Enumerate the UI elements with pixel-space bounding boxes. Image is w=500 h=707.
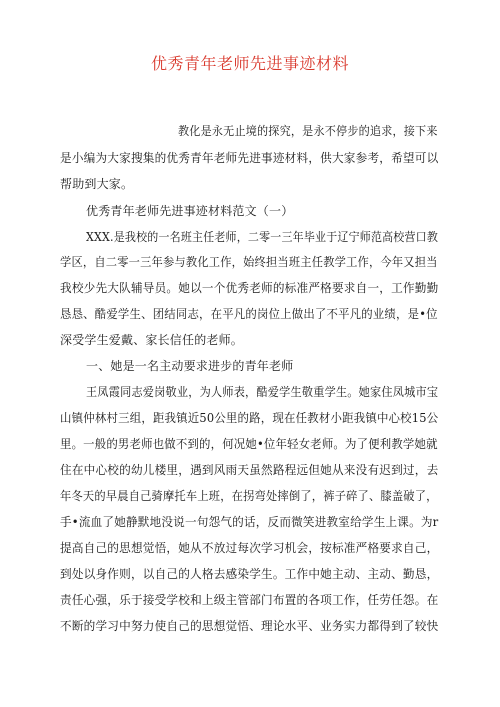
paragraph-line: 里。一般的男老师也做不到的，何况她•位年轻女老师。为了便利教学她就 [60, 437, 438, 451]
paragraph-line: 王凤霞同志爱岗敬业，为人师表，酷爱学生敬重学生。她家住凤城市宝 [86, 385, 439, 399]
paragraph-line: 手•流血了她静默地没说一句怨气的话，反而微笑进教室给学生上课。为r [60, 515, 439, 529]
intro-line: 教化是永无止境的探究，是永不停步的追求，接下来 [178, 124, 438, 138]
sub-heading: 一、她是一名主动要求进步的青年老师 [86, 359, 294, 373]
paragraph-line: 山镇仲林村三组，距我镇近50公里的路，现在任教材小距我镇中心校15公 [60, 411, 439, 425]
paragraph-line: 提高自己的思想觉悟，她从不放过每次学习机会，按标准严格要求自己， [60, 541, 439, 555]
paragraph-line: 恳恳、酷爱学生、团结同志，在平凡的岗位上做出了不平凡的业绩，是•位 [60, 307, 438, 321]
paragraph-line: 住在中心校的幼儿楼里，遇到风雨天虽然路程远但她从来没有迟到过，去 [60, 463, 439, 477]
paragraph-line: 责任心强，乐于接受学校和上级主管部门布置的各项工作，任劳任怨。在 [60, 593, 439, 607]
paragraph-line: 年冬天的早晨自己骑摩托车上班，在拐弯处摔倒了，裤子碎了、膝盖破了， [60, 489, 438, 503]
paragraph-line: 深受学生爱戴、家长信任的老师。 [60, 333, 244, 347]
intro-line: 是小编为大家搜集的优秀青年老师先进事迹材料，供大家参考，希望可以 [60, 151, 439, 165]
document-title: 优秀青年老师先进事迹材料 [150, 54, 349, 73]
paragraph-line: 学区，自二零一三年参与教化工作，始终担当班主任教学工作，今年又担当 [60, 255, 438, 269]
section-heading: 优秀青年老师先进事迹材料范文（一） [86, 204, 294, 218]
paragraph-line: 不断的学习中努力使自己的思想觉悟、理论水平、业务实力都得到了较快 [60, 619, 439, 633]
paragraph-line: XXX.是我校的一名班主任老师，二零一三年毕业于辽宁师范高校营口教 [86, 230, 439, 244]
paragraph-line: 到处以身作则，以自己的人格去感染学生。工作中她主动、主动、勤恳， [60, 567, 439, 581]
intro-line: 帮助到大家。 [60, 177, 134, 191]
paragraph-line: 我校少先大队辅导员。她以一个优秀老师的标准严格要求自一，工作勤勤 [60, 281, 439, 295]
